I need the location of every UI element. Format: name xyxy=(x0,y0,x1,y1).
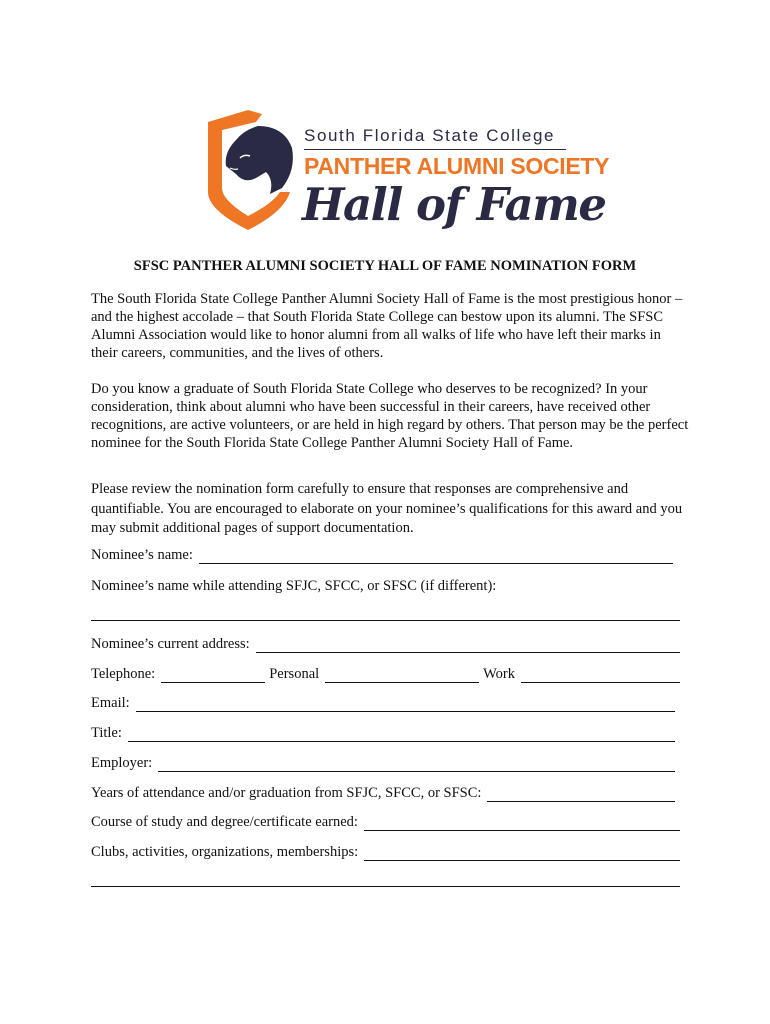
work-label: Work xyxy=(483,666,516,682)
course-label: Course of study and degree/certificate earned: xyxy=(91,814,358,830)
clubs-line[interactable] xyxy=(364,846,680,861)
current-address-label: Nominee’s current address: xyxy=(91,636,250,652)
nominee-name-label: Nominee’s name: xyxy=(91,547,193,563)
course-line[interactable] xyxy=(364,816,680,831)
nominee-name-attending-line[interactable] xyxy=(91,620,680,621)
question-paragraph: Do you know a graduate of South Florida State College who deserves to be recognized? In your consideration, think about alumni who have been successful in their careers, have received other recognitions, are active volunteers, or are held in high regard by others. That person may be the perfect nominee for the South Florida State College Panther Alumni Society Hall of Fame. xyxy=(91,381,689,451)
employer-row xyxy=(91,754,675,772)
email-line[interactable] xyxy=(136,697,675,712)
form-title: SFSC PANTHER ALUMNI SOCIETY HALL OF FAME NOMINATION FORM xyxy=(133,258,637,274)
logo-society-name: PANTHER ALUMNI SOCIETY xyxy=(304,153,610,179)
email-row xyxy=(91,694,675,712)
logo-divider xyxy=(304,149,566,150)
panther-shield-icon xyxy=(200,108,296,232)
logo-hall-of-fame: Hall of Fame xyxy=(302,178,606,231)
work-phone-line[interactable] xyxy=(521,668,680,683)
telephone-row xyxy=(91,665,680,683)
telephone-label: Telephone: xyxy=(91,666,156,682)
intro-paragraph: The South Florida State College Panther Alumni Society Hall of Fame is the most prestigious honor – and the highest accolade – that South Florida State College can bestow upon its alumni. The SFSC Alumni Association would like to honor alumni from all walks of life who have left their marks in their careers, communities, and the lives of others. xyxy=(91,291,683,361)
email-label: Email: xyxy=(91,695,130,711)
years-line[interactable] xyxy=(487,787,675,802)
title-line[interactable] xyxy=(128,727,675,742)
years-row xyxy=(91,784,675,802)
title-row xyxy=(91,724,675,742)
years-label: Years of attendance and/or graduation from SFJC, SFCC, or SFSC: xyxy=(91,785,482,801)
instructions-paragraph: Please review the nomination form carefully to ensure that responses are comprehensive and quantifiable. You are encouraged to elaborate on your nominee’s qualifications for this award and you may submit additional pages of support documentation. xyxy=(91,481,683,536)
hall-of-fame-logo xyxy=(200,108,610,236)
employer-label: Employer: xyxy=(91,755,153,771)
employer-line[interactable] xyxy=(158,757,675,772)
nominee-name-row xyxy=(91,546,673,564)
nominee-name-line[interactable] xyxy=(199,549,673,564)
course-row xyxy=(91,813,680,831)
personal-phone-line[interactable] xyxy=(325,668,479,683)
clubs-row xyxy=(91,843,680,861)
telephone-line[interactable] xyxy=(161,668,265,683)
clubs-label: Clubs, activities, organizations, memberships: xyxy=(91,844,359,860)
title-label: Title: xyxy=(91,725,122,741)
current-address-row xyxy=(91,635,680,653)
logo-college-name: South Florida State College xyxy=(304,126,556,145)
current-address-line[interactable] xyxy=(256,638,680,653)
personal-label: Personal xyxy=(269,666,320,682)
nominee-name-attending-row xyxy=(91,577,502,595)
clubs-extra-line[interactable] xyxy=(91,886,680,887)
nominee-name-attending-label: Nominee’s name while attending SFJC, SFCC, or SFSC (if different): xyxy=(91,578,497,594)
